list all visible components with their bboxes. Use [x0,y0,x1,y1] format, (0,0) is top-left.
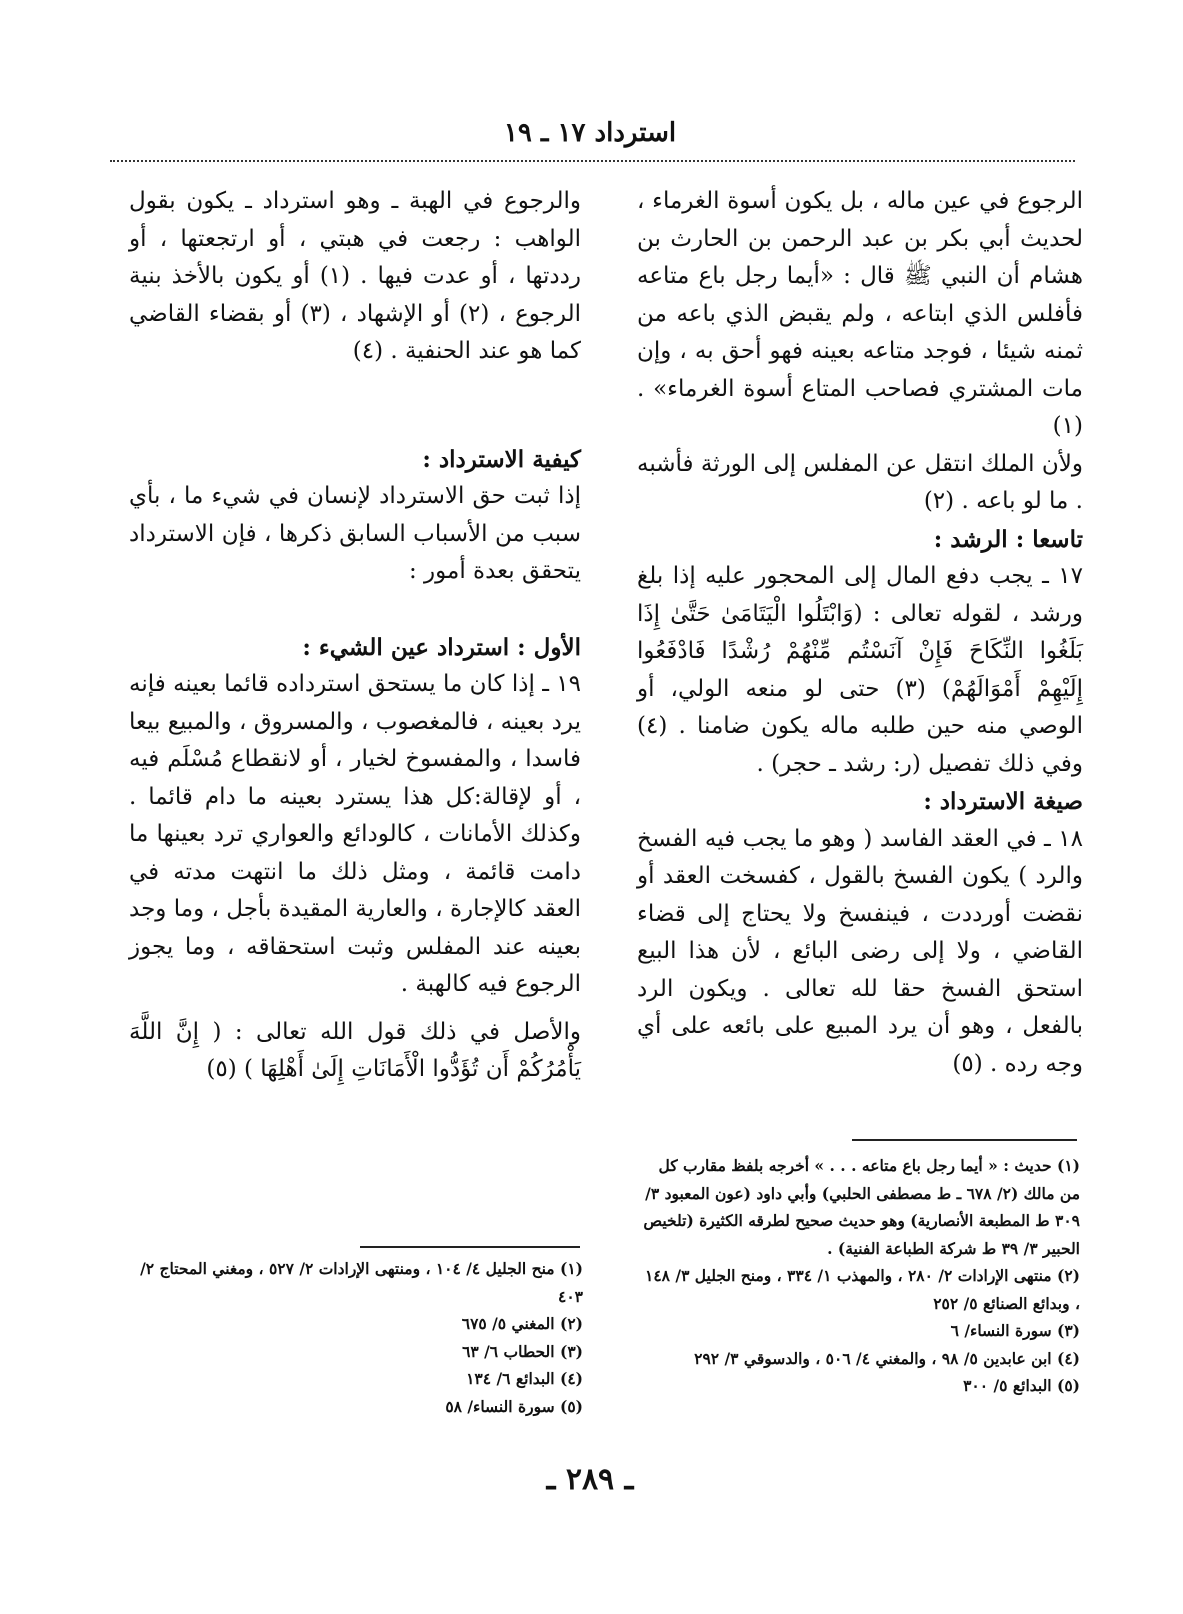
right-paragraph-3: ١٧ ـ يجب دفع المال إلى المحجور عليه إذا بلغ ورشد ، لقوله تعالى : (وَابْتَلُوا الْيَتَامَىٰ حَتَّىٰ إِذَا بَلَغُوا النِّكَاحَ فَإِنْ آنَسْتُم مِّنْهُمْ رُشْدًا فَادْفَعُوا إِلَيْهِمْ أَمْوَالَهُمْ) (٣) حتى لو منعه الولي، أو الوصي منه حين طلبه ماله يكون ضامنا . (٤) وفي ذلك تفصيل (ر: رشد ـ حجر) . [637,563,1084,777]
footnotes-right [640,1152,1080,1400]
footnote-left-2: (٢) المغني ٥/ ٦٧٥ [461,1314,583,1333]
footnote-left-3: (٣) الحطاب ٦/ ٦٣ [462,1341,583,1361]
right-paragraph-4: ١٨ ـ في العقد الفاسد ( وهو ما يجب فيه الفسخ والرد ) يكون الفسخ بالقول ، كفسخت العقد أو نقضت أورددت ، فينفسخ ولا يحتاج إلى قضاء القاضي ، ولا إلى رضى البائع ، لأن هذا البيع استحق الفسخ حقا لله تعالى . ويكون الرد بالفعل ، وهو أن يرد المبيع على بائعه على أي وجه رده . (٥) [637,825,1083,1077]
footnote-right-3: (٣) سورة النساء/ ٦ [950,1321,1080,1340]
footnote-left-5: (٥) سورة النساء/ ٥٨ [445,1396,583,1416]
section-heading-awwal: الأول : استرداد عين الشيء : [302,633,581,661]
spacer [129,591,581,629]
footnote-left-1: (١) منح الجليل ٤/ ١٠٤ ، ومنتهى الإرادات ٢/ ٥٢٧ ، ومغني المحتاج ٢/ ٤٠٣ [140,1259,583,1306]
right-paragraph-2: ولأن الملك انتقل عن المفلس إلى الورثة فأشبه . ما لو باعه . (٢) [637,450,1083,514]
running-header: استرداد ١٧ ـ ١٩ [503,118,677,148]
header-divider [110,160,1075,162]
left-paragraph-3: ١٩ ـ إذا كان ما يستحق استرداده قائما بعينه فإنه يرد بعينه ، فالمغصوب ، والمسروق ، والمبيع بيعا فاسدا ، والمفسوخ لخيار ، أو لانقطاع مُسْلَم فيه ، أو لإقالة:كل هذا يسترد بعينه ما دام قائما . وكذلك الأمانات ، كالودائع والعواري ترد بعينها ما دامت قائمة ، ومثل ذلك ما انتهت مدته في العقد كالإجارة ، والعارية المقيدة بأجل ، وما وجد بعينه عند المفلس وثبت استحقاقه ، وما يجوز الرجوع فيه كالهبة . [128,671,581,997]
footnote-right-5: (٥) البدائع ٥/ ٣٠٠ [963,1376,1080,1395]
section-heading-rushd: تاسعا : الرشد : [933,525,1083,553]
section-heading-kayfiyya: كيفية الاسترداد : [422,445,581,473]
footnote-divider-left [360,1246,580,1248]
footnote-right-2: (٢) منتهى الإرادات ٢/ ٢٨٠ ، والمهذب ١/ ٣٣٤ ، ومنح الجليل ٣/ ١٤٨ ، وبدائع الصنائع ٥/ ٢٥٢ [645,1266,1080,1313]
footnote-right-4: (٤) ابن عابدين ٥/ ٩٨ ، والمغني ٤/ ٥٠٦ ، والدسوقي ٣/ ٢٩٢ [694,1348,1080,1368]
left-paragraph-2: إذا ثبت حق الاسترداد لإنسان في شيء ما ، بأي سبب من الأسباب السابق ذكرها ، فإن الاسترداد يتحقق بعدة أمور : [129,483,581,584]
spacer [129,1004,581,1014]
page-number: ـ ٢٨٩ ـ [546,1462,634,1497]
footnote-left-4: (٤) البدائع ٦/ ١٣٤ [466,1369,583,1388]
left-column [129,183,581,1089]
left-paragraph-4: والأصل في ذلك قول الله تعالى : ( إِنَّ اللَّهَ يَأْمُرُكُمْ أَن تُؤَدُّوا الْأَمَانَاتِ إِلَىٰ أَهْلِهَا ) (٥) [129,1018,581,1082]
spacer [129,371,581,441]
right-paragraph-1: الرجوع في عين ماله ، بل يكون أسوة الغرماء ، لحديث أبي بكر بن عبد الرحمن بن الحارث بن هشام أن النبي ﷺ قال : «أيما رجل باع متاعه فأفلس الذي ابتاعه ، ولم يقبض الذي باعه من ثمنه شيئا ، فوجد متاعه بعينه فهو أحق به ، وإن مات المشتري فصاحب المتاع أسوة الغرماء» . (١) [637,188,1083,439]
footnote-right-1: (١) حديث : « أيما رجل باع متاعه . . . » أخرجه بلفظ مقارب كل من مالك (٢/ ٦٧٨ ـ ط مصطفى الحلبي) وأبي داود (عون المعبود ٣/ ٣٠٩ ط المطبعة الأنصارية) وهو حديث صحيح لطرقه الكثيرة (تلخيص الحبير ٣/ ٣٩ ط شركة الطباعة الفنية) . [643,1156,1080,1258]
footnote-divider-right [852,1139,1077,1141]
section-heading-sigha: صيغة الاسترداد : [923,788,1083,815]
footnotes-left [135,1255,583,1420]
right-column [637,183,1083,1083]
left-paragraph-1: والرجوع في الهبة ـ وهو استرداد ـ يكون بقول الواهب : رجعت في هبتي ، أو ارتجعتها ، أو رددتها ، أو عدت فيها . (١) أو يكون بالأخذ بنية الرجوع ، (٢) أو الإشهاد ، (٣) أو بقضاء القاضي كما هو عند الحنفية . (٤) [129,188,581,364]
